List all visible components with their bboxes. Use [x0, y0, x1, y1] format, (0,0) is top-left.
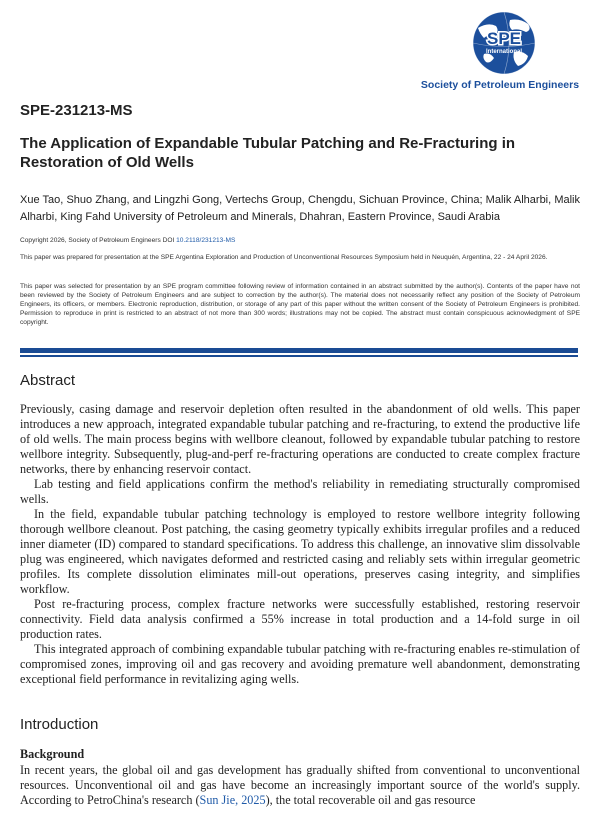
intro-text: In recent years, the global oil and gas development has gradually shifted from conventional to unconventional resources. Unconventional oil and gas have become an increasingly important source of the world's supply. According to PetroChina's research (: [20, 763, 580, 807]
copyright-line: [20, 236, 580, 245]
abstract-paragraph: Lab testing and field applications confirm the method's reliability in remediating structurally compromised wells.: [20, 477, 580, 506]
author-list: Xue Tao, Shuo Zhang, and Lingzhi Gong, Vertechs Group, Chengdu, Sichuan Province, China; Malik Alharbi, Malik Alharbi, King Fahd University of Petroleum and Minerals, Dhahran, Eastern Province, Saudi Arabia: [20, 194, 580, 223]
copyright-text: Copyright 2026, Society of Petroleum Engineers DOI: [20, 237, 177, 244]
paper-id: SPE-231213-MS: [20, 102, 133, 119]
header-divider-thin: [20, 355, 578, 357]
abstract-paragraph: This integrated approach of combining expandable tubular patching with re-fracturing enables re-stimulation of compromised zones, improving oil and gas recovery and avoiding premature well abandonment, demonstrating exceptional field performance in revitalizing aging wells.: [20, 642, 580, 686]
spe-logo-international: International: [485, 49, 523, 55]
introduction-paragraph: [20, 763, 580, 808]
abstract-paragraph: Previously, casing damage and reservoir depletion often resulted in the abandonment of old wells. This paper introduces a new approach, integrated expandable tubular patching and re-fracturing, to extend the productive life of old wells. The main process begins with wellbore cleanout, followed by expandable tubular patching to restore wellbore integrity. Subsequently, plug-and-perf re-fracturing operations are conducted to create complex fracture networks, there by enhancing reservoir contact.: [20, 402, 580, 476]
spe-logo: [448, 10, 560, 76]
selection-note: This paper was selected for presentation by an SPE program committee following review of information contained in an abstract submitted by the author(s). Contents of the paper have not been reviewed by the Society of Petroleum Engineers and are subject to correction by the author(s). The material does not necessarily reflect any position of the Society of Petroleum Engineers, its officers, or members. Electronic reproduction, distribution, or storage of any part of this paper without the written consent of the Society of Petroleum Engineers is prohibited. Permission to reproduce in print is restricted to an abstract of not more than 300 words; illustrations may not be copied. The abstract must contain conspicuous acknowledgment of SPE copyright.: [20, 283, 580, 326]
intro-text-cont: ), the total recoverable oil and gas resource: [265, 793, 476, 807]
abstract-heading: Abstract: [20, 372, 76, 389]
header-divider: [20, 348, 578, 353]
prepared-note: This paper was prepared for presentation at the SPE Argentina Exploration and Production of Unconventional Resources Symposium held in Neuquén, Argentina, 22 - 24 April 2026.: [20, 254, 548, 261]
background-subheading: Background: [20, 747, 85, 761]
spe-globe-icon: [448, 10, 560, 76]
introduction-heading: Introduction: [20, 716, 99, 733]
org-name: Society of Petroleum Engineers: [420, 79, 580, 91]
introduction-body: [20, 763, 580, 808]
spe-logo-wordmark: SPE: [486, 29, 522, 48]
abstract-body: [20, 402, 580, 687]
paper-title: The Application of Expandable Tubular Patching and Re-Fracturing in Restoration of Old Wells: [20, 135, 516, 171]
doi-link[interactable]: 10.2118/231213-MS: [176, 237, 236, 244]
abstract-paragraph: In the field, expandable tubular patching technology is employed to restore wellbore integrity following thorough wellbore cleanout. Post patching, the casing geometry typically exhibits irregular profiles and a reduced inner diameter (ID) compared to standard specifications. To address this challenge, an innovative slim dissolvable plug was engineered, which navigates deformed and restricted casing and reliably sets within irregular geometric profiles. Its complete dissolution eliminates mill-out operations, preserves casing integrity, and simplifies workflow.: [20, 507, 580, 596]
abstract-paragraph: Post re-fracturing process, complex fracture networks were successfully established, restoring reservoir connectivity. Field data analysis confirmed a 55% increase in total production and a 14-fold surge in oil production rates.: [20, 597, 580, 641]
citation-link[interactable]: Sun Jie, 2025: [199, 793, 266, 807]
